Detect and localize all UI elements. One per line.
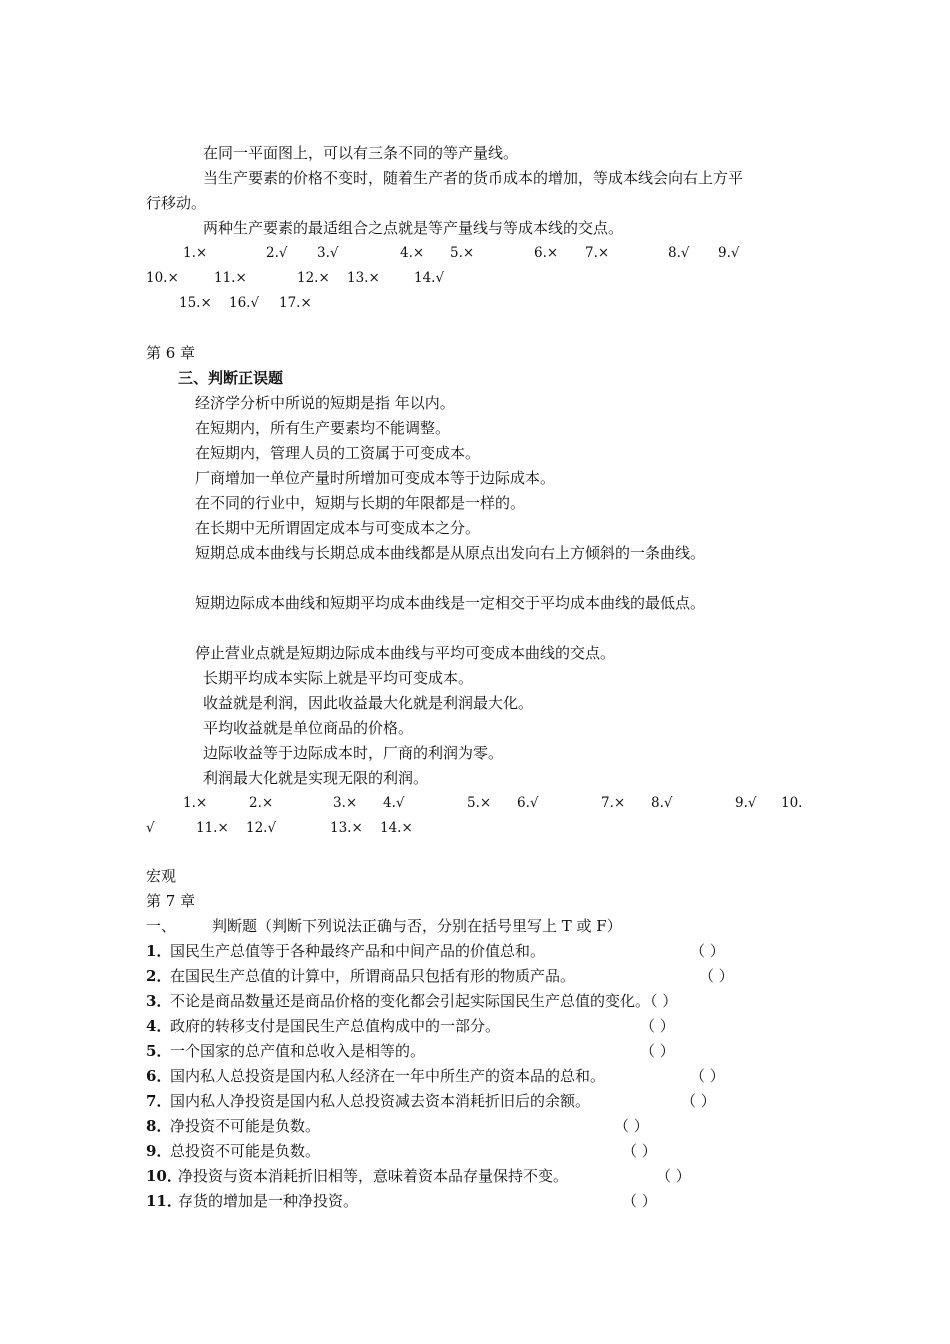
statement-line: 经济学分析中所说的短期是指 年以内。 bbox=[195, 394, 455, 412]
answer: 8.√ bbox=[651, 795, 673, 811]
answer: 3.× bbox=[333, 795, 358, 811]
answer: 14.√ bbox=[414, 270, 445, 286]
answer-bracket[interactable]: （ ） bbox=[656, 1167, 691, 1185]
question-number: 3． bbox=[146, 992, 172, 1010]
statement-line: 长期平均成本实际上就是平均可变成本。 bbox=[203, 669, 474, 687]
answer: 1.× bbox=[183, 795, 208, 811]
question-text: 国内私人总投资是国内私人经济在一年中所生产的资本品的总和。 bbox=[170, 1067, 606, 1085]
answer: 14.× bbox=[380, 820, 413, 836]
question-text: 在国民生产总值的计算中，所谓商品只包括有形的物质产品。 bbox=[170, 967, 576, 985]
answer: 7.× bbox=[585, 245, 610, 261]
answer: 12.× bbox=[297, 270, 330, 286]
statement-line: 收益就是利润，因此收益最大化就是利润最大化。 bbox=[203, 694, 534, 712]
answer: 13.× bbox=[347, 270, 380, 286]
statement-line: 厂商增加一单位产量时所增加可变成本等于边际成本。 bbox=[195, 469, 556, 487]
statement-line: 停止营业点就是短期边际成本曲线与平均可变成本曲线的交点。 bbox=[195, 644, 616, 662]
answer: 5.× bbox=[467, 795, 492, 811]
statement-line: 平均收益就是单位商品的价格。 bbox=[203, 719, 414, 737]
question-number: 8． bbox=[146, 1117, 172, 1135]
answer: 2.× bbox=[249, 795, 274, 811]
question-text: 净投资不可能是负数。 bbox=[170, 1117, 321, 1135]
answer: 6.√ bbox=[517, 795, 539, 811]
question-number: 10． bbox=[146, 1167, 182, 1185]
answer: 4.× bbox=[400, 245, 425, 261]
section-heading: 三、判断正误题 bbox=[178, 369, 284, 387]
statement-line: 两种生产要素的最适组合之点就是等产量线与等成本线的交点。 bbox=[203, 219, 624, 237]
chapter-heading: 第 7 章 bbox=[146, 892, 196, 910]
question-text: 不论是商品数量还是商品价格的变化都会引起实际国民生产总值的变化。（ ） bbox=[170, 992, 678, 1010]
answer-bracket[interactable]: （ ） bbox=[690, 942, 725, 960]
answer: 5.× bbox=[450, 245, 475, 261]
question-text: 总投资不可能是负数。 bbox=[170, 1142, 321, 1160]
answer: 8.√ bbox=[668, 245, 690, 261]
question-text: 国内私人净投资是国内私人总投资减去资本消耗折旧后的余额。 bbox=[170, 1092, 591, 1110]
chapter-heading: 第 6 章 bbox=[146, 344, 196, 362]
answer: 2.√ bbox=[266, 245, 288, 261]
answer: 12.√ bbox=[246, 820, 277, 836]
statement-line: 短期边际成本曲线和短期平均成本曲线是一定相交于平均成本曲线的最低点。 bbox=[195, 594, 706, 612]
question-text: 政府的转移支付是国民生产总值构成中的一部分。 bbox=[170, 1017, 501, 1035]
answer-bracket[interactable]: （ ） bbox=[640, 1017, 675, 1035]
part-label: 宏观 bbox=[146, 867, 177, 885]
answer: 11.× bbox=[196, 820, 229, 836]
question-text: 国民生产总值等于各种最终产品和中间产品的价值总和。 bbox=[170, 942, 546, 960]
statement-line: 在同一平面图上，可以有三条不同的等产量线。 bbox=[203, 144, 519, 162]
answer-bracket[interactable]: （ ） bbox=[622, 1142, 657, 1160]
answer: √ bbox=[146, 820, 155, 836]
statement-line: 在短期内，所有生产要素均不能调整。 bbox=[195, 419, 451, 437]
answer: 6.× bbox=[534, 245, 559, 261]
question-number: 9． bbox=[146, 1142, 172, 1160]
answer-bracket[interactable]: （ ） bbox=[699, 967, 734, 985]
answer-bracket[interactable]: （ ） bbox=[690, 1067, 725, 1085]
question-number: 5． bbox=[146, 1042, 172, 1060]
answer-bracket[interactable]: （ ） bbox=[614, 1117, 649, 1135]
answer: 3.√ bbox=[317, 245, 339, 261]
statement-line: 边际收益等于边际成本时，厂商的利润为零。 bbox=[203, 744, 504, 762]
statement-line: 在长期中无所谓固定成本与可变成本之分。 bbox=[195, 519, 481, 537]
answer: 10. bbox=[781, 795, 803, 811]
answer: 9.√ bbox=[735, 795, 757, 811]
answer: 9.√ bbox=[718, 245, 740, 261]
answer: 15.× bbox=[179, 295, 212, 311]
question-text: 净投资与资本消耗折旧相等，意味着资本品存量保持不变。 bbox=[178, 1167, 569, 1185]
statement-line: 短期总成本曲线与长期总成本曲线都是从原点出发向右上方倾斜的一条曲线。 bbox=[195, 544, 706, 562]
question-number: 2． bbox=[146, 967, 172, 985]
statement-line: 行移动。 bbox=[146, 194, 207, 212]
answer: 4.√ bbox=[383, 795, 405, 811]
answer: 11.× bbox=[214, 270, 247, 286]
section-heading: 判断题（判断下列说法正确与否，分别在括号里写上 T 或 F） bbox=[212, 917, 622, 935]
answer-bracket[interactable]: （ ） bbox=[681, 1092, 716, 1110]
question-number: 11． bbox=[146, 1192, 182, 1210]
answer: 1.× bbox=[183, 245, 208, 261]
question-number: 4． bbox=[146, 1017, 172, 1035]
answer: 7.× bbox=[601, 795, 626, 811]
question-number: 6． bbox=[146, 1067, 172, 1085]
answer: 13.× bbox=[330, 820, 363, 836]
answer-bracket[interactable]: （ ） bbox=[640, 1042, 675, 1060]
question-text: 存货的增加是一种净投资。 bbox=[178, 1192, 359, 1210]
answer-bracket[interactable]: （ ） bbox=[622, 1192, 657, 1210]
section-number: 一、 bbox=[146, 917, 177, 935]
question-number: 1． bbox=[146, 942, 172, 960]
statement-line: 利润最大化就是实现无限的利润。 bbox=[203, 769, 429, 787]
answer: 16.√ bbox=[229, 295, 260, 311]
statement-line: 在不同的行业中，短期与长期的年限都是一样的。 bbox=[195, 494, 526, 512]
question-text: 一个国家的总产值和总收入是相等的。 bbox=[170, 1042, 426, 1060]
answer: 10.× bbox=[146, 270, 179, 286]
statement-line: 在短期内，管理人员的工资属于可变成本。 bbox=[195, 444, 481, 462]
answer: 17.× bbox=[279, 295, 312, 311]
question-number: 7． bbox=[146, 1092, 172, 1110]
statement-line: 当生产要素的价格不变时，随着生产者的货币成本的增加，等成本线会向右上方平 bbox=[203, 169, 744, 187]
